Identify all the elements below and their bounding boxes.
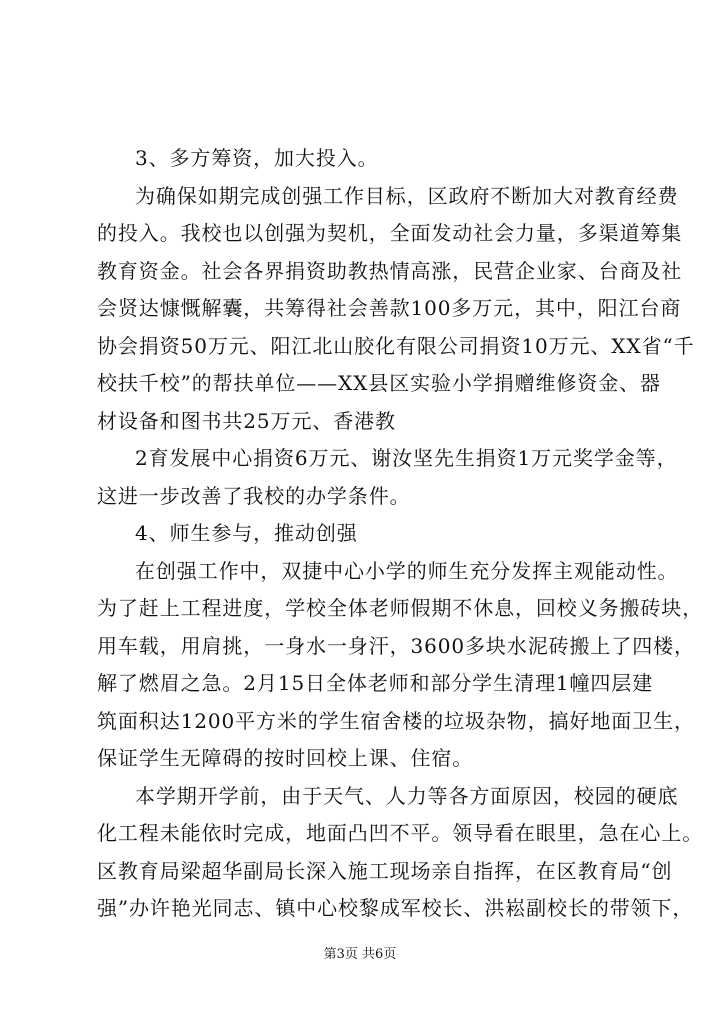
paragraph-line: 为确保如期完成创强工作目标，区政府不断加大对教育经费 (135, 184, 679, 208)
paragraph-line: 材设备和图书共25万元、香港教 (97, 409, 396, 433)
paragraph-line: 2育发展中心捐资6万元、谢汝坚先生捐资1万元奖学金等， (135, 446, 678, 470)
paragraph-line: 协会捐资50万元、阳江北山胶化有限公司捐资10万元、XX省“千 (97, 334, 695, 358)
paragraph-line: 会贤达慷慨解囊，共筹得社会善款100多万元，其中，阳江台商 (97, 296, 682, 320)
paragraph-line: 的投入。我校也以创强为契机，全面发动社会力量，多渠道筹集 (97, 221, 683, 245)
paragraph-line: 解了燃眉之急。2月15日全体老师和部分学生清理1幢四层建 (97, 671, 654, 695)
section-heading: 3、多方筹资，加大投入。 (135, 146, 379, 170)
paragraph-line: 区教育局梁超华副局长深入施工现场亲自指挥，在区教育局“创 (97, 859, 673, 883)
paragraph-line: 为了赶上工程进度，学校全体老师假期不休息，回校义务搬砖块， (97, 596, 704, 620)
paragraph-line: 强”办许艳光同志、镇中心校黎成军校长、洪崧副校长的带领下， (97, 896, 694, 920)
paragraph-line: 本学期开学前，由于天气、人力等各方面原因，校园的硬底 (135, 784, 679, 808)
paragraph-line: 教育资金。社会各界捐资助教热情高涨，民营企业家、台商及社 (97, 259, 683, 283)
paragraph-line: 这进一步改善了我校的办学条件。 (97, 484, 411, 508)
paragraph-line: 校扶千校”的帮扶单位——XX县区实验小学捐赠维修资金、器 (97, 371, 661, 395)
paragraph-line: 化工程未能依时完成，地面凸凹不平。领导看在眼里，急在心上。 (97, 821, 704, 845)
page-footer: 第3页 共6页 (323, 947, 397, 962)
paragraph-line: 筑面积达1200平方米的学生宿舍楼的垃圾杂物，搞好地面卫生， (97, 709, 695, 733)
section-heading: 4、师生参与，推动创强 (135, 521, 358, 545)
paragraph-line: 在创强工作中，双捷中心小学的师生充分发挥主观能动性。 (135, 559, 679, 583)
paragraph-line: 保证学生无障碍的按时回校上课、住宿。 (97, 746, 474, 770)
paragraph-line: 用车载，用肩挑，一身水一身汗，3600多块水泥砖搬上了四楼， (97, 634, 695, 658)
